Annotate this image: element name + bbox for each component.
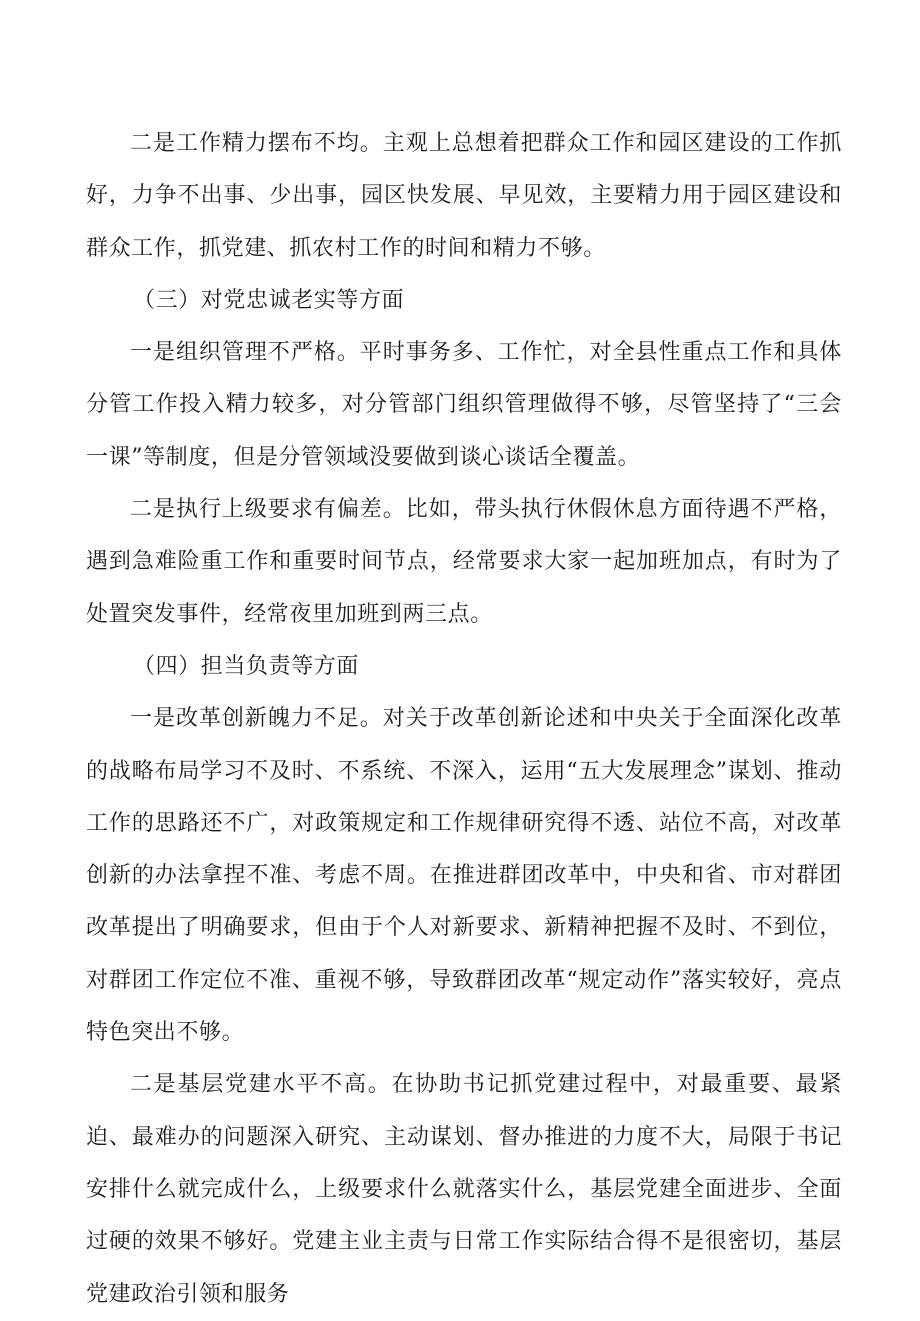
paragraph-organization-management: 一是组织管理不严格。平时事务多、工作忙，对全县性重点工作和具体分管工作投入精力较多，对分管部门组织管理做得不够，尽管坚持了“三会一课”等制度，但是分管领域没要做到谈心谈话全覆盖。 [86, 340, 842, 470]
document-page [86, 118, 842, 1321]
section-heading-3: （三）对党忠诚老实等方面 [133, 287, 405, 313]
paragraph-party-building: 二是基层党建水平不高。在协助书记抓党建过程中，对最重要、最紧迫、最难办的问题深入研究、主动谋划、督办推进的力度不大，局限于书记安排什么就完成什么，上级要求什么就落实什么，基层党建全面进步、全面过硬的效果不够好。党建主业主责与日常工作实际结合得不是很密切，基层党建政治引领和服务 [86, 1072, 842, 1307]
section-heading-4: （四）担当负责等方面 [133, 653, 360, 679]
paragraph-execution-deviation: 二是执行上级要求有偏差。比如，带头执行休假休息方面待遇不严格，遇到急难险重工作和重要时间节点，经常要求大家一起加班加点，有时为了处置突发事件，经常夜里加班到两三点。 [86, 497, 842, 627]
paragraph-work-energy: 二是工作精力摆布不均。主观上总想着把群众工作和园区建设的工作抓好，力争不出事、少出事，园区快发展、早见效，主要精力用于园区建设和群众工作，抓党建、抓农村工作的时间和精力不够。 [86, 131, 842, 261]
paragraph-reform-innovation: 一是改革创新魄力不足。对关于改革创新论述和中央关于全面深化改革的战略布局学习不及时、不系统、不深入，运用“五大发展理念”谋划、推动工作的思路还不广，对政策规定和工作规律研究得不透、站位不高，对改革创新的办法拿捏不准、考虑不周。在推进群团改革中，中央和省、市对群团改革提出了明确要求，但由于个人对新要求、新精神把握不及时、不到位，对群团工作定位不准、重视不够，导致群团改革“规定动作”落实较好，亮点特色突出不够。 [86, 706, 842, 1046]
